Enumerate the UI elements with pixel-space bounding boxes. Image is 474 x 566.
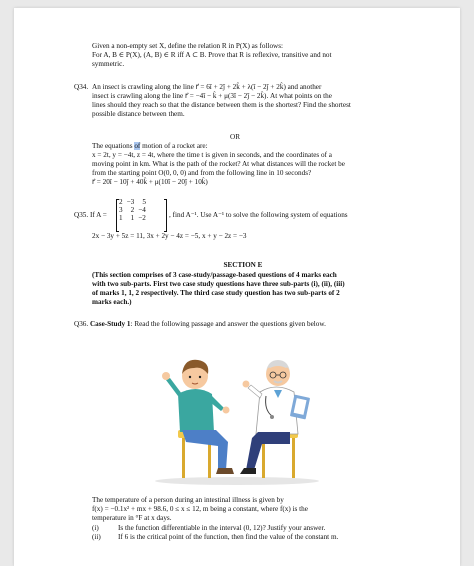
section-e-line-2: with two sub-parts. First two case study questions have three sub-parts (i), (ii), (iii) (92, 280, 345, 288)
section-e-title: SECTION E (223, 261, 263, 269)
floor-shadow (155, 477, 319, 485)
matrix-a (119, 199, 150, 222)
section-e-line-4: marks each.) (92, 298, 132, 306)
or-label: OR (230, 133, 240, 141)
doctor-figure (240, 360, 310, 478)
q34-number: Q34. (74, 83, 89, 91)
q33-line-1: Given a non-empty set X, define the relation R in P(X) as follows: (92, 42, 284, 50)
matrix-cell: 3 (119, 205, 123, 214)
highlighted-word: of (134, 142, 141, 150)
matrix-cell: −3 (126, 198, 135, 206)
document-page (14, 8, 460, 566)
matrix-right-bracket (164, 199, 167, 232)
case-study-label: Case-Study 1 (89, 320, 131, 328)
q34-alt-line-1 (92, 142, 208, 151)
q34-alt-post: motion of a rocket are: (140, 142, 208, 150)
q36-part-2-text: If 6 is the critical point of the function, then find the value of the constant m. (118, 533, 339, 541)
q35-label: Q35. If A = (74, 211, 107, 219)
q33-line-3: symmetric. (92, 60, 125, 68)
q36-part-1-text: Is the function differentiable in the interval (0, 12)? Justify your answer. (118, 524, 326, 532)
q33-line-2: For A, B ∈ P(X), (A, B) ∈ R iff A ⊂ B. Prove that R is reflexive, transitive and not (92, 51, 332, 59)
q36-passage-2: f(x) = −0.1x² + mx + 98.6, 0 ≤ x ≤ 12, m being a constant, where f(x) is the (92, 505, 308, 513)
q36-text: : Read the following passage and answer the questions given below. (130, 320, 326, 328)
matrix-cell: 1 (119, 213, 123, 222)
matrix-cell: 2 (130, 205, 135, 214)
q34-alt-line-2: x = 2t, y = −4t, z = 4t, where the time t is given in seconds, and the coordinates of a (92, 151, 332, 159)
q34-line-1: An insect is crawling along the line r⃗ = 6î + 2ĵ + 2k̂ + λ(î − 2ĵ + 2k̂) and another (92, 83, 322, 91)
matrix-cell: −4 (138, 205, 146, 214)
patient-figure (162, 360, 234, 478)
matrix-cell: 1 (130, 213, 135, 222)
q35-text: , find A⁻¹. Use A⁻¹ to solve the following system of equations (169, 211, 348, 219)
q36-heading (74, 320, 326, 329)
q36-number: Q36. (74, 320, 89, 328)
q34-line-3: lines should they reach so that the distance between them is the shortest? Find the shortest (92, 101, 351, 109)
q36-part-2-num: (ii) (92, 533, 101, 541)
matrix-cell: 5 (142, 198, 146, 206)
q36-passage-3: temperature in °F at x days. (92, 514, 172, 522)
q34-alt-line-3: moving point in km. What is the path of the rocket? At what distances will the rocket be (92, 160, 345, 168)
q36-part-1-num: (i) (92, 524, 99, 532)
q35-equations: 2x − 3y + 5z = 11, 3x + 2y − 4z = −5, x + y − 2z = −3 (92, 232, 247, 240)
section-e-line-1: (This section comprises of 3 case-study/passage-based questions of 4 marks each (92, 271, 337, 279)
q34-alt-pre: The equations (92, 142, 135, 150)
q34-line-4: possible distance between them. (92, 110, 185, 118)
matrix-cell: −2 (138, 213, 146, 222)
q34-line-2: insect is crawling along the line r⃗ = −4î − k̂ + μ(3î − 2ĵ − 2k̂). At what points on the (92, 92, 332, 100)
q36-passage-1: The temperature of a person during an intestinal illness is given by (92, 496, 284, 504)
patient-doctor-illustration (142, 338, 332, 488)
section-e-line-3: of marks 1, 1, 2 respectively. The third case study question has two sub-parts of 2 (92, 289, 340, 297)
q34-alt-line-4: from the starting point O(0, 0, 0) and from the following line in 10 seconds? (92, 169, 312, 177)
matrix-cell: 2 (119, 198, 123, 206)
q34-alt-line-5: r⃗ = 20î − 10ĵ + 40k̂ + μ(10î − 20ĵ + 10k̂) (92, 178, 208, 186)
